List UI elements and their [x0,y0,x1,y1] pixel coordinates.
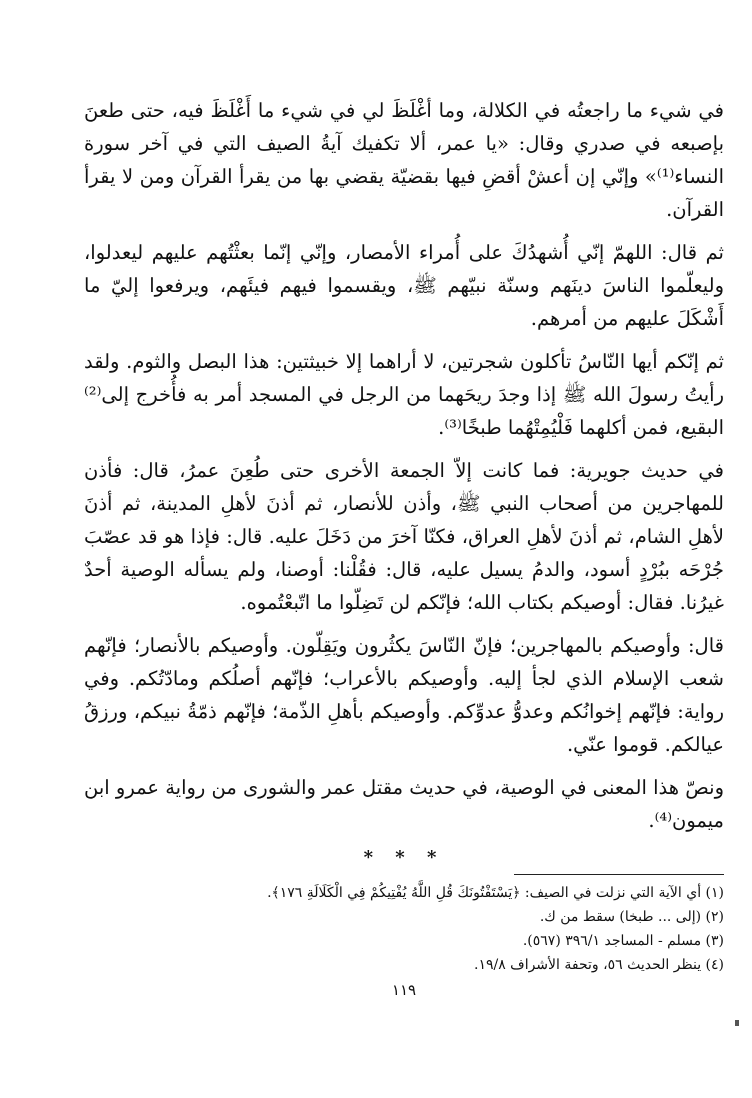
footnote-1: (١) أي الآية التي نزلت في الصيف: ﴿يَسْتَفْتُونَكَ قُلِ اللَّهُ يُفْتِيكُمْ فِي الْكَلَالَةِ ١٧٦﴾. [267,885,724,901]
footnote-4: (٤) ينظر الحديث ٥٦، وتحفة الأشراف ١٩/٨. [474,957,724,973]
paragraph-6: ونصّ هذا المعنى في الوصية، في حديث مقتل عمر والشورى من رواية عمرو ابن ميمون⁽⁴⁾. [84,776,724,832]
paragraph-5: قال: وأوصيكم بالمهاجرين؛ فإنّ النّاسَ يكثُرون ويَقِلّون. وأوصيكم بالأنصار؛ فإنّهم شعب الإسلام الذي لجأ إليه. وأوصيكم بالأعراب؛ فإنّهم أصلُكم ومادّتُكم. وفي رواية: فإنّهم إخوانُكم وعدوُّ عدوِّكم. وأوصيكم بأهلِ الذّمة؛ فإنّهم ذمّةُ نبيكم، ورزقُ عيالكم. قوموا عنّي. [84,634,724,756]
footnotes [84,881,724,977]
document-page [84,94,724,999]
footnote-3: (٣) مسلم - المساجد ٣٩٦/١ (٥٦٧). [522,933,724,949]
paragraph-1: في شيء ما راجعتُه في الكلالة، وما أغْلَظَ لي في شيء ما أَغْلَظَ فيه، حتى طعنَ بإصبعه في صدري وقال: «يا عمر، ألا تكفيك آيةُ الصيف التي في آخر سورة النساء⁽¹⁾» وإنّي إن أعشْ أقضِ فيها بقضيّة يقضي بها من يقرأ القرآن ومن لا يقرأ القرآن. [84,99,724,221]
paragraph-2: ثم قال: اللهمّ إنّي أُشهدُكَ على أُمراء الأمصار، وإنّي إنّما بعثْتُهم عليهم ليعدلوا، وليعلّموا الناسَ دينَهم وسنّة نبيّهم ﷺ، ويقسموا فيهم فيئَهم، ويرفعوا إليّ ما أَشْكَلَ عليهم من أمرهم. [84,241,724,330]
footnote-2: (٢) (إلى ... طبخا) سقط من ك. [539,909,724,925]
paragraph-3: ثم إنّكم أيها النّاسُ تأكلون شجرتين، لا أراهما إلا خبيثتين: هذا البصل والثوم. ولقد رأيتُ رسولَ الله ﷺ إذا وجدَ ريحَهما من الرجل في المسجد أمر به فأُخرج إلى⁽²⁾ البقيع، فمن أكلهما فَلْيُمِتْهُما طبخًا⁽³⁾. [84,350,724,439]
scan-edge-mark [735,1020,739,1026]
footnote-rule [514,874,724,875]
page-number: ١١٩ [391,981,417,999]
paragraph-4: في حديث جويرية: فما كانت إلاّ الجمعة الأخرى حتى طُعِنَ عمرُ، قال: فأذن للمهاجرين من أصحاب النبي ﷺ، وأذن للأنصار، ثم أذنَ لأهلِ المدينة، ثم أذنَ لأهلِ الشام، ثم أذنَ لأهلِ العراق، فكنّا آخرَ من دَخَلَ عليه. قال: فإذا هو قد عصّبَ جُرْحَه ببُرْدٍ أسود، والدمُ يسيل عليه، قال: فقُلْنا: أوصنا، ولم يسأله الوصية أحدٌ غيرُنا. فقال: أوصيكم بكتاب الله؛ فإنّكم لن تَضِلّوا ما اتّبعْتُموه. [84,459,724,614]
section-separator: * * * [363,847,445,868]
